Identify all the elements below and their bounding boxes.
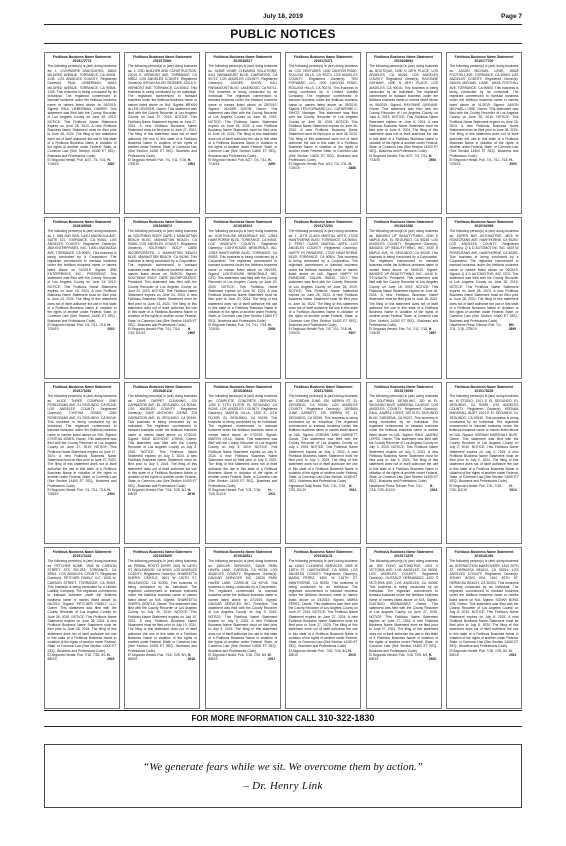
- publication-info: El Segundo Herald: Pub. 6/27, 7/4, 7/11, 7/18/19: [369, 153, 429, 162]
- notice-code: H-2913: [429, 483, 438, 492]
- issue-date: July 18, 2019: [262, 13, 304, 20]
- phone-number: 310-322-1830: [318, 713, 375, 723]
- publication-info: El Segundo Herald: Pub. 7/4, 7/11, 7/18, 7/25/19: [127, 157, 187, 167]
- legal-notice: [366, 217, 442, 379]
- notice-column: [446, 52, 522, 709]
- notice-heading: Fictitious Business Name Statement: [52, 55, 112, 59]
- notice-heading: Fictitious Business Name Statement: [293, 55, 353, 59]
- notice-footer: [128, 653, 197, 662]
- notice-number: 2019180118: [153, 389, 172, 394]
- notice-footer: [289, 327, 358, 336]
- notice-code: H-2916: [187, 487, 195, 497]
- notice-number: 2019177700: [474, 59, 494, 64]
- notice-code: H-2918: [187, 652, 195, 662]
- publication-info: El Segundo Herald: Pub. 7/18, 7/25, 8/1, 8/8/19: [288, 648, 348, 657]
- publication-info: El Segundo Herald: Pub. 7/4, 7/11, 7/18, 7/25/19: [47, 322, 107, 332]
- notice-number: 2019171878: [394, 554, 413, 559]
- notice-footer: [48, 653, 117, 662]
- legal-notice: [366, 382, 442, 544]
- notice-footer: [449, 158, 518, 167]
- section-title: PUBLIC NOTICES: [230, 27, 336, 41]
- quote-attribution: – Dr. Henry Link: [243, 780, 323, 792]
- publication-info: Hawthorne Press Tribune: Pub. 7/4, 7/11, 7/18, 7/25/19: [449, 322, 502, 332]
- publication-info: El Segundo Herald: Pub. 7/4, 7/11, 7/18, 7/25/19: [288, 327, 348, 336]
- notice-heading: Fictitious Business Name Statement: [133, 385, 192, 389]
- notice-code: H-2887: [107, 157, 115, 167]
- notice-code: H-2917: [267, 652, 276, 662]
- notice-column: [366, 52, 442, 709]
- notice-heading: Fictitious Business Name Statement: [293, 220, 353, 224]
- notice-number: 2019178245: [474, 389, 494, 394]
- notice-code: H-2911: [268, 487, 276, 497]
- publication-info: El Segundo Herald: Pub. 6/27, 7/4, 7/11, 7/18/19: [47, 157, 107, 167]
- publication-info: Inglewood Daily News: Pub. 7/11, 7/18, 7/25, 8/1/19: [288, 483, 346, 492]
- quote-box: [44, 744, 522, 808]
- legal-notice: [44, 217, 120, 379]
- notice-code: H-2909: [187, 327, 196, 336]
- publication-info: El Segundo Herald: Pub. 7/18, 7/25, 8/1, 8/8/19: [127, 652, 188, 662]
- legal-notice: [44, 382, 120, 544]
- notice-body: The following person(s) is (are) doing business as: JASON MICHAEL LOWE, 16628 FOOTHILL AVE, TORRANCE, CA 90504. LOS ANGELES COUNTY. Registered Owner(s): JASON MICHAEL LOWE, 16628 FOOTHILL AVE, TORRANCE, CA 90504. This business is being conducted by an Individual. The registrant commenced to transact business under the fictitious business name or names listed above on 01/2019. Signed: JASON MICHAEL LOWE, Owner. This statement was filed with the County Recorder of Los Angeles County on June 28, 2019. NOTICE: This Fictitious Name Statement expires on June 28, 2024. A new Fictitious Business Name Statement must be filed prior to June 28, 2024. The filing of this statement does not of itself authorize the use in this state of a Fictitious Business Name in violation of the rights of another under Federal, State, or Common Law (See Section 14400 ET SEQ., Business and Professions Code).: [449, 64, 519, 158]
- notice-footer: [48, 488, 117, 497]
- notice-footer: [208, 323, 277, 332]
- notice-number: 2019170961: [152, 59, 172, 64]
- notice-body: The following person(s) is (are) doing business as: DAVCAR SERVICES, 24026 PARK HAVEN LANE, CARSON, CA 90745. LOS ANGELES COUNTY. Registered Owner(s): DAVCAR SERVICES INC, 24026 PARK HAVEN LANE, CARSON, CA 90745. This business is being conducted by a Corporation. The registrant commenced to transact business under the fictitious business name or names listed above on 07/2019. Signed: DAVCAR SERVICES INC, President. This statement was filed with the County Recorder of Los Angeles County on July 9, 2019. NOTICE: This Fictitious Name Statement expires on July 9, 2024. A new Fictitious Business Name Statement must be filed prior to July 9, 2024. The filing of this statement does not of itself authorize the use in this state of a Fictitious Business Name in violation of the rights of another under Federal, State, or Common Law (See Section 14400 ET SEQ., Business and Professions Code).: [208, 559, 278, 653]
- notice-number: 2019162517: [233, 59, 253, 64]
- notice-number: 2019170281: [72, 389, 92, 394]
- notice-number: 2019182511: [233, 554, 253, 559]
- notice-body: The following person(s) is (are) doing business as: CCE VENTURES, 1000 CANYON ROAD, ROLLING HILLS, CA 90274. LOS ANGELES COUNTY. Registered Owner(s): TEN FORWARD LLC, 1000 CANYON ROAD, ROLLING HILLS, CA 90274. This business is being conducted by a Limited Liability Company. The registrant commenced to transact business under the fictitious business name or names listed above on 05/2019. Signed: TEN FORWARD LLC, CATHERINE C. SHATZ, Manager. This statement was filed with the County Recorder of Los Angeles County on June 26, 2019. NOTICE: This Fictitious Name Statement expires on June 26, 2024. A new Fictitious Business Name Statement must be filed prior to June 26, 2024. The filing of this statement does not of itself authorize the use in this state of a Fictitious Business Name in violation of the rights of another under Federal, State, or Common Law (See Section 14400 ET SEQ., Business and Professions Code).: [288, 64, 358, 162]
- publication-info: El Segundo Herald: Pub. 7/18, 7/25, 8/1, 8/8/19: [449, 648, 509, 657]
- notice-body: The following person(s) is (are) doing business as: DAVE CARPET CLEANING, 225 CARNATION AVE, EL SEGUNDO, CA 90245. LOS ANGELES COUNTY. Registered Owner(s): DAVE ANTHONY JOHNS, 225 CARNATION AVE, EL SEGUNDO, CA 90245. This business is being conducted by an Individual. The registrant commenced to transact business under the fictitious business name or names listed above on 07/2019. Signed: DAVE ANTHONY JOHNS, Owner. This statement was filed with the County Recorder of Los Angeles County on July 3, 2019. NOTICE: This Fictitious Name Statement expires on July 3, 2024. A new Fictitious Business Name Statement must be filed prior to July 3, 2024. The filing of this statement does not of itself authorize the use in this state of a Fictitious Business Name in violation of the rights of another under Federal, State, or Common Law (See Section 14400 ET SEQ., Business and Professions Code).: [127, 394, 197, 488]
- publication-info: El Segundo Herald: Pub. 7/4, 7/11, 7/18, 7/25/19: [208, 322, 268, 332]
- notice-number: 2019168094: [394, 59, 413, 64]
- notice-code: H-2912: [349, 483, 357, 492]
- notice-heading: Fictitious Business Name Statement: [133, 220, 192, 224]
- publication-info: El Segundo Herald: Pub. 7/18, 7/25, 8/1, 8/8/19: [369, 652, 429, 662]
- notice-body: The following person(s) is (are) doing business as: SUPER BAY AUTOMOTIVE, 4875 W ROSECRANS AVE, HAWTHORNE, CA 90250. LOS ANGELES COUNTY. Registered Owner(s): Q & D AUTOMOTIVE, INC, 4875 W ROSECRANS AVE, HAWTHORNE, CA 90250. This business is being conducted by a Corporation. The registrant commenced to transact business under the fictitious business name or names listed above on 06/2019. Signed: Q & D AUTOMOTIVE, INC, CEO. This statement was filed with the County Recorder of Los Angeles County on June 28, 2019. NOTICE: This Fictitious Name Statement expires on June 28, 2024. A new Fictitious Business Name Statement must be filed prior to June 28, 2024. The filing of this statement does not of itself authorize the use in this state of a Fictitious Business Name in violation of the rights of another under Federal, State, or Common Law (See Section 14400 ET SEQ., Business and Professions Code).: [449, 229, 519, 323]
- notice-heading: Fictitious Business Name Statement: [374, 550, 433, 554]
- notice-code: H-2914: [509, 483, 517, 492]
- notice-footer: [128, 488, 197, 497]
- notice-body: The following person(s) is (are) doing business as: ALICE THREE COMPANY, 2060 ROSECRANS AVE, EL SEGUNDO, CA 90245. LOS ANGELES COUNTY. Registered Owner(s): CYNTHIA JONES, 2060 ROSECRANS AVE, EL SEGUNDO, CA 90245. This business is being conducted by an Individual. The registrant commenced to transact business under the fictitious business name or names listed above on N/A. Signed: CYNTHIA JONES, Owner. This statement was filed with the County Recorder of Los Angeles County on June 27, 2019. NOTICE: This Fictitious Name Statement expires on June 27, 2024. A new Fictitious Business Name Statement must be filed prior to June 27, 2024. The filing of this statement does not of itself authorize the use in this state of a Fictitious Business Name in violation of the rights of another under Federal, State, or Common Law (See Section 14400 ET SEQ., Business and Professions Code).: [47, 394, 117, 488]
- legal-notice: [124, 382, 200, 544]
- notice-footer: [48, 323, 117, 332]
- notice-code: H-2902: [107, 322, 115, 332]
- legal-notice: [285, 52, 361, 214]
- notice-footer: [208, 488, 277, 497]
- legal-notice: [205, 52, 281, 214]
- more-info-label: FOR MORE INFORMATION CALL: [191, 714, 317, 723]
- legal-notice: [44, 547, 120, 709]
- notice-footer: [449, 649, 518, 658]
- notice-number: 2019162286: [394, 224, 413, 229]
- notice-heading: Fictitious Business Name Statement: [52, 220, 112, 224]
- legal-notice: [446, 382, 522, 544]
- notice-footer: [369, 327, 438, 336]
- title-rule: [44, 43, 522, 44]
- legal-notice: [205, 382, 281, 544]
- notice-heading: Fictitious Business Name Statement: [374, 385, 433, 389]
- notice-footer: [208, 653, 277, 662]
- notice-body: The following person(s) is (are) doing business as: INTERACTION MAKEOVERS, 1510 26TH ST, HERMOSA BEACH, CA 90254. LOS ANGELES COUNTY. Registered Owner(s): SONNY BONG KIM, 1510 26TH ST, HERMOSA BEACH, CA 90254. This business is being conducted by an Individual. The registrant commenced to transact business under the fictitious business name or names listed above on N/A. Signed: SONNY BONG KIM, Owner. This statement was filed with the County Recorder of Los Angeles County on July 8, 2019. NOTICE: This Fictitious Name Statement expires on July 8, 2024. A new Fictitious Business Name Statement must be filed prior to July 8, 2024. The filing of this statement does not of itself authorize the use in this state of a Fictitious Business Name in violation of the rights of another under Federal, State, or Common Law (See Section 14400 ET SEQ., Business and Professions Code).: [449, 559, 519, 649]
- footer-rule: [44, 710, 522, 711]
- notice-body: The following person(s) is (are) doing business as: COMPLETE CONCRETE SERVICES, 1250 E. 11TH FLOOR, EL SEGUNDO, CA 90245. LOS ANGELES COUNTY. Registered Owner(s): MARTIN VILLA, 1250 E. 11TH FLOOR, EL SEGUNDO, CA 90245. This business is being conducted by an Individual. The registrant commenced to transact business under the fictitious business name or names listed above on 07/2019. Signed: MARTIN VILLA, Owner. This statement was filed with the County Recorder of Los Angeles County on July 5, 2019. NOTICE: This Fictitious Name Statement expires on July 5, 2024. A new Fictitious Business Name Statement must be filed prior to July 5, 2024. The filing of this statement does not of itself authorize the use in this state of a Fictitious Business Name in violation of the rights of another under Federal, State, or Common Law (See Section 14400 ET SEQ., Business and Professions Code).: [208, 394, 278, 488]
- legal-notice: [285, 547, 361, 709]
- notice-body: The following person(s) is (are) doing business as: PETCHER HOME, 1505 W. CARSON STREET STE 252-253, TORRANCE, CA 90501. LOS ANGELES COUNTY. Registered Owner(s): PETCHER FAMILY LLC, 1505 W. CARSON STREET, TORRANCE, CA 90501. This business is being conducted by a Limited Liability Company. The registrant commenced to transact business under the fictitious business name or names listed above on 06/2019. Signed: PETCHER FAMILY LLC, Owner. This statement was filed with the County Recorder of Los Angeles County on June 28, 2019. NOTICE: This Fictitious Name Statement expires on June 28, 2024. A new Fictitious Business Name Statement must be filed prior to June 28, 2024. The filing of this statement does not of itself authorize the use in this state of a Fictitious Business Name in violation of the rights of another under Federal, State, or Common Law (See Section 14400 ET SEQ., Business and Professions Code).: [47, 559, 117, 653]
- notice-body: The following person(s) is (are) doing business as: BOUTIQUE, 1530 N 28TH PLACE, LOS ANGELES, CA 90016. LOS ANGELES COUNTY. Registered Owner(s): RAYONNE GAYNAIR, 1530 N 28TH PLACE, LOS ANGELES, CA 90016. This business is being conducted by an Individual. The registrant commenced to transact business under the fictitious business name or names listed above on 06/2019. Signed: RAYONNE GAYNAIR, Owner. This statement was filed with the County Recorder of Los Angeles County on June 6, 2019. NOTICE: This Fictitious Name Statement expires on June 6, 2024. A new Fictitious Business Name Statement must be filed prior to June 6, 2024. The filing of this statement does not of itself authorize the use in this state of a Fictitious Business Name in violation of the rights of another under Federal, State, or Common Law (See Section 14400 ET SEQ., Business and Professions Code).: [369, 64, 439, 154]
- notice-code: H-2906: [268, 322, 276, 332]
- publication-info: El Segundo Herald: Pub. 7/11, 7/18, 7/25, 8/1/19: [127, 327, 181, 336]
- notice-heading: Fictitious Business Name Statement: [454, 385, 514, 389]
- notice-footer: [48, 158, 117, 167]
- notice-heading: Fictitious Business Name Statement: [52, 550, 112, 554]
- publication-info: El Segundo Herald: Pub. 7/18, 7/25, 8/1, 8/8/19: [208, 652, 268, 662]
- notice-body: The following person(s) is (are) doing business as: 1. JBM 2ND GEN, 14001 MAGNOLIA AVE, SUITE 101, TORRANCE, CA 90501. LOS ANGELES COUNTY. Registered Owner(s): JBM ENTERPRISES, INC., 14001 MAGNOLIA AVE, TORRANCE, CA 90501. This business is being conducted by a Corporation. The registrant commenced to transact business under the fictitious business name or names listed above on 01/2019. Signed: JBM ENTERPRISES, INC., PRESIDENT. This statement was filed with the County Recorder of Los Angeles County on June 24, 2019. NOTICE: This Fictitious Name Statement expires on June 24, 2024. A new Fictitious Business Name Statement must be filed prior to June 24, 2024. The filing of this statement does not of itself authorize the use in this state of a Fictitious Business Name in violation of the rights of another under Federal, State, or Common Law (See Section 14400 ET SEQ., Business and Professions Code).: [47, 229, 117, 323]
- notice-code: H-2897: [428, 327, 437, 336]
- notice-number: 2019183609: [152, 554, 172, 559]
- notice-body: The following person(s) is (are) doing business as: 1. GSD BUILDER AND CONSTRUCTION, 22015 S. VERMONT AVE, TORRANCE, CA 90502. LOS ANGELES COUNTY. Registered Owner(s): BRYAN ALLEN GEISSER, 22015 S. VERMONT AVE, TORRANCE, CA 90502. This business is being conducted by an Individual. The registrant commenced to transact business under the fictitious business name or names listed above on N/A. Signed: BRYAN ALLEN GEISSER, Owner. This statement was filed with the County Recorder of Los Angeles County on June 27, 2019. NOTICE: This Fictitious Name Statement expires on June 27, 2024. A new Fictitious Business Name Statement must be filed prior to June 27, 2024. The filing of this statement does not of itself authorize the use in this state of a Fictitious Business Name in violation of the rights of another under Federal, State, or Common Law (See Section 14400 ET SEQ., Business and Professions Code).: [127, 64, 197, 158]
- notice-code: HH-2899: [508, 322, 517, 332]
- notice-number: 2019176095: [394, 389, 413, 394]
- notice-body: The following person(s) is (are) doing business as: SOUTHBAY BODY CARE, 1 MANHATTAN BEACH BLVD, MANHATTAN BEACH, CA 90266. LOS ANGELES COUNTY. Registered Owner(s): SOUTHBAY BODY CARE INCORPORATED, 1 MANHATTAN BEACH BLVD, MANHATTAN BEACH, CA 90266. This business is being conducted by a Corporation. The registrant commenced to transact business under the fictitious business name or names listed above on 06/2019. Signed: SOUTHBAY BODY CARE INCORPORATED, President. This statement was filed with the County Recorder of Los Angeles County on June 24, 2019. NOTICE: This Fictitious Name Statement expires on June 24, 2024. A new Fictitious Business Name Statement must be filed prior to June 24, 2024. The filing of this statement does not of itself authorize the use in this state of a Fictitious Business Name in violation of the rights of another under Federal, State, or Common Law (See Section 14400 ET SEQ., Business and Professions Code).: [127, 229, 197, 327]
- legal-notice: [446, 547, 522, 709]
- legal-notice: [205, 547, 281, 709]
- publication-info: El Segundo Herald: Pub. 6/27, 7/4, 7/11, 7/18/19: [288, 162, 348, 171]
- notice-column: [285, 52, 361, 709]
- notice-heading: Fictitious Business Name Statement: [213, 55, 273, 59]
- notice-column: [124, 52, 200, 709]
- legal-notice: [446, 52, 522, 214]
- notice-heading: Fictitious Business Name Statement: [454, 220, 514, 224]
- legal-notice: [124, 217, 200, 379]
- notice-code: H-2920: [428, 652, 437, 662]
- notice-heading: Fictitious Business Name Statement: [293, 550, 353, 554]
- legal-notice: [124, 547, 200, 709]
- notice-footer: [289, 162, 358, 171]
- publication-info: El Segundo Herald: Pub. 7/11, 7/18, 7/25, 8/1/19: [208, 487, 261, 497]
- header-rule: [44, 24, 522, 25]
- notice-code: H-2903: [107, 487, 115, 497]
- notice-number: 2019166549: [72, 224, 92, 229]
- notice-heading: Fictitious Business Name Statement: [293, 385, 353, 389]
- notice-heading: Fictitious Business Name Statement: [213, 220, 273, 224]
- notice-heading: Fictitious Business Name Statement: [454, 550, 514, 554]
- more-info-line: [44, 713, 522, 723]
- publication-info: El Segundo Herald: Pub. 7/4, 7/11, 7/18, 7/25/19: [47, 487, 107, 497]
- notice-code: H-2903: [509, 157, 517, 167]
- notice-body: The following person(s) is (are) doing business as: JORDAN JUNE, 150 SIERRA ST, EL SEGUNDO, CA 90245. LOS ANGELES COUNTY. Registered Owner(s): JORDAN JUNE GARNETT, 150 SIERRA ST, EL SEGUNDO, CA 90245. This business is being conducted by an Individual. The registrant commenced to transact business under the fictitious business name or names listed above on N/A. Signed: JORDAN JUNE GARNETT, Owner. This statement was filed with the County Recorder of Los Angeles County on July 1, 2019. NOTICE: This Fictitious Name Statement expires on July 1, 2024. A new Fictitious Business Name Statement must be filed prior to July 1, 2024. The filing of this statement does not of itself authorize the use in this state of a Fictitious Business Name in violation of the rights of another under Federal, State, or Common Law (See Section 14400 ET SEQ., Business and Professions Code).: [288, 394, 358, 484]
- notice-code: H-2904: [187, 157, 196, 167]
- quote-text: “We generate fears while we sit. We overcome them by action.”: [143, 761, 423, 773]
- notice-heading: Fictitious Business Name Statement: [213, 385, 273, 389]
- publication-info: El Segundo Herald: Pub. 7/11, 7/18, 7/25, 8/1/19: [449, 483, 502, 492]
- notice-body: The following person(s) is (are) doing business as: LIGHTHOUSE MEMORIALS INC, 12815 HAWTHORNE BLVD, TORRANCE, CA 90503. LOS ANGELES COUNTY. Registered Owner(s): LIGHTHOUSE MEMORIALS INC, 12815 HAWTHORNE BLVD, TORRANCE, CA 90503. This business is being conducted by a Corporation. The registrant commenced to transact business under the fictitious business name or names listed above on 06/2019. Signed: LIGHTHOUSE MEMORIALS INC, CEO. This statement was filed with the County Recorder of Los Angeles County on June 20, 2019. NOTICE: This Fictitious Name Statement expires on June 20, 2024. A new Fictitious Business Name Statement must be filed prior to June 20, 2024. The filing of this statement does not of itself authorize the use in this state of a Fictitious Business Name in violation of the rights of another under Federal, State, or Common Law (See Section 14400 ET SEQ., Business and Professions Code).: [208, 229, 278, 323]
- notice-footer: [289, 484, 358, 493]
- notice-number: 2019172294: [313, 224, 333, 229]
- notice-body: The following person(s) is (are) doing business as: SOUTHBAY DETAILING, 320 W EL SEGUNDO BLVD, GARDENA, CA 90247. LOS ANGELES COUNTY. Registered Owner(s): RAUL JUAREZ LOPEZ, 320 W EL SEGUNDO BLVD, GARDENA, CA 90247. This business is being conducted by an Individual. The registrant commenced to transact business under the fictitious business name or names listed above on N/A. Signed: RAUL JUAREZ LOPEZ, Owner. This statement was filed with the County Recorder of Los Angeles County on July 3, 2019. NOTICE: This Fictitious Name Statement expires on July 3, 2024. A new Fictitious Business Name Statement must be filed prior to July 3, 2024. The filing of this statement does not of itself authorize the use in this state of a Fictitious Business Name in violation of the rights of another under Federal, State, or Common Law (See Section 14400 ET SEQ., Business and Professions Code).: [369, 394, 439, 484]
- notice-heading: Fictitious Business Name Statement: [52, 385, 112, 389]
- legal-notice: [285, 382, 361, 544]
- publication-info: El Segundo Herald: Pub. 7/4, 7/11, 7/18, 7/25/19: [369, 327, 429, 336]
- notice-column: [44, 52, 120, 709]
- notice-code: H-2888: [348, 162, 356, 171]
- legal-notice: [44, 52, 120, 214]
- notice-number: 2019182905: [474, 224, 494, 229]
- notice-footer: [208, 158, 277, 167]
- notice-footer: [449, 323, 518, 332]
- notice-heading: Fictitious Business Name Statement: [133, 550, 192, 554]
- notice-body: The following person(s) is (are) doing business as: PRIMAL ROOTZ DIRRY, 2601 W 140TH ST, INGLEWOOD, CA 90303. LOS ANGELES COUNTY. Registered Owner(s): SHAREETTA SHERYL GENTLE, 2601 W 140TH ST, INGLEWOOD, CA 90303. This business is being conducted by an Individual. The registrant commenced to transact business under the fictitious business name or names listed above on N/A. Signed: SHAREETTA SHERYL GENTLE, Owner. This statement was filed with the County Recorder of Los Angeles County on July 10, 2019. NOTICE: This Fictitious Name Statement expires on July 10, 2024. A new Fictitious Business Name Statement must be filed prior to July 10, 2024. The filing of this statement does not of itself authorize the use in this state of a Fictitious Business Name in violation of the rights of another under Federal, State, or Common Law (See Section 14400 ET SEQ., Business and Professions Code).: [127, 559, 197, 653]
- publication-info: El Segundo Herald: Pub. 7/4, 7/11, 7/18, 7/25/19: [449, 157, 509, 167]
- legal-notice: [366, 52, 442, 214]
- notice-footer: [449, 484, 518, 493]
- notice-footer: [369, 484, 438, 493]
- publication-info: El Segundo Herald: Pub. 7/18, 7/25, 8/1, 8/8/19: [47, 652, 107, 662]
- notice-code: H-2907: [348, 327, 356, 336]
- page-header: [44, 13, 522, 23]
- notice-number: 2019171442: [72, 554, 92, 559]
- notice-body: The following person(s) is (are) doing business as: DUBIE HOME CLEANING SOLUTIONS, 6411 PARAMOUNT BLVD, LAKEWOOD, CA 90712. LOS ANGELES COUNTY. Registered Owner(s): JAYDEE DIXON, 6411 PARAMOUNT BLVD, LAKEWOOD, CA 90712. This business is being conducted by an Individual. The registrant commenced to transact business under the fictitious business name or names listed above on 05/2019. Signed: JAYDEE DIXON, Owner. This statement was filed with the County Recorder of Los Angeles County on June 18, 2019. NOTICE: This Fictitious Name Statement expires on June 18, 2024. A new Fictitious Business Name Statement must be filed prior to June 18, 2024. The filing of this statement does not of itself authorize the use in this state of a Fictitious Business Name in violation of the rights of another under Federal, State, or Common Law (See Section 14400 ET SEQ., Business and Professions Code).: [208, 64, 278, 158]
- legal-notice: [446, 217, 522, 379]
- notice-code: H-2891: [428, 153, 437, 162]
- notice-number: 2019170471: [313, 59, 333, 64]
- notice-body: The following person(s) is (are) doing business as: 1. 11TH CLASS MARTIAL ARTS, 17240 HAWTHORNE BLVD, TORRANCE, CA 90504. 2. FIRST CLASS MARTIAL ARTS. LOS ANGELES COUNTY. Registered Owner(s): HAPPY IN PARADISE, 17240 HAWTHORNE BLVD, TORRANCE, CA 90504. This business is being conducted by a Corporation. The registrant commenced to transact business under the fictitious business name or names listed above on N/A. Signed: HAPPY IN PARADISE, CALVIN WANG, CEO. This statement was filed with the County Recorder of Los Angeles County on June 26, 2019. NOTICE: This Fictitious Name Statement expires on June 26, 2024. A new Fictitious Business Name Statement must be filed prior to June 26, 2024. The filing of this statement does not of itself authorize the use in this state of a Fictitious Business Name in violation of the rights of another under Federal, State, or Common Law (See Section 14400 ET SEQ., Business and Professions Code).: [288, 229, 358, 327]
- notice-heading: Fictitious Business Name Statement: [213, 550, 273, 554]
- notice-number: 2019181454: [474, 554, 494, 559]
- notice-footer: [128, 158, 197, 167]
- notice-footer: [128, 327, 197, 336]
- notice-footer: [369, 653, 438, 662]
- notice-code: H-2921: [509, 648, 517, 657]
- notice-number: 2019180443: [233, 389, 253, 394]
- publication-info: El Segundo Herald: Pub. 7/18, 7/25, 8/1, 8/8/19: [127, 487, 188, 497]
- legal-notice: [124, 52, 200, 214]
- notice-body: The following person(s) is (are) doing business as: SIR FOOD AUTOMOTIVE, 4202 S VICTORIA AVE, LOS ANGELES, CA 90008. LOS ANGELES COUNTY. Registered Owner(s): GUSTAVO HERNANDEZ, 4202 S VICTORIA AVE, LOS ANGELES, CA 90008. This business is being conducted by an Individual. The registrant commenced to transact business under the fictitious business name or names listed above on N/A. Signed: GUSTAVO HERNANDEZ, Owner. This statement was filed with the County Recorder of Los Angeles County on June 27, 2019. NOTICE: This Fictitious Name Statement expires on June 27, 2024. A new Fictitious Business Name Statement must be filed prior to June 27, 2024. The filing of this statement does not of itself authorize the use in this state of a Fictitious Business Name in violation of the rights of another under Federal, State, or Common Law (See Section 14400 ET SEQ., Business and Professions Code).: [369, 559, 439, 653]
- footer-rule-bottom: [44, 726, 522, 727]
- notice-body: The following person(s) is (are) doing business as: 1. LIVERMORE ASSOCIATES, 18615 MILDRED AVENUE, TORRANCE, CA 90504-1135. LOS ANGELES COUNTY. Registered Owner(s): PAUL LIEBERMAN, 18615 MILDRED AVENUE, TORRANCE, CA 90504-1135. This business is being conducted by an Individual. The registrant commenced to transact business under the fictitious business name or names listed above on 06/2018. Signed: PAUL LIEBERMAN, OWNER. This statement was filed with the County Recorder of Los Angeles County on June 28, 2019. NOTICE: This Fictitious Name Statement expires on June 28, 2024. A new Fictitious Business Name Statement must be filed prior to June 28, 2024. The filing of this statement does not of itself authorize the use in this state of a Fictitious Business Name in violation of the rights of another under Federal, State, or Common Law (See Section 14400 ET SEQ., Business and Professions Code).: [47, 64, 117, 158]
- notice-number: 2019166874: [152, 224, 172, 229]
- notice-code: H-2919: [348, 648, 356, 657]
- notice-body: The following person(s) is (are) doing business as: DAILY CLEANING SERVICES, 4909 W 118TH ST, HAWTHORNE, CA 90250. LOS ANGELES COUNTY. Registered Owner(s): MARIA PEREZ, 4909 W 118TH ST, HAWTHORNE, CA 90250. This business is being conducted by an Individual. The registrant commenced to transact business under the fictitious business name or names listed above on 03/2019. Signed: MARIA PEREZ, Owner. This statement was filed with the County Recorder of Los Angeles County on June 27, 2019. NOTICE: This Fictitious Name Statement expires on June 27, 2024. A new Fictitious Business Name Statement must be filed prior to June 27, 2024. The filing of this statement does not of itself authorize the use in this state of a Fictitious Business Name in violation of the rights of another under Federal, State, or Common Law (See Section 14400 ET SEQ., Business and Professions Code).: [288, 559, 358, 649]
- publication-info: El Segundo Herald: Pub. 6/27, 7/4, 7/11, 7/18/19: [208, 157, 268, 167]
- publication-info: Hawthorne Press Tribune: Pub. 7/11, 7/18, 7/25, 8/1/19: [369, 483, 423, 492]
- legal-notice: [205, 217, 281, 379]
- page-number: Page 7: [501, 13, 522, 20]
- notice-column: [205, 52, 281, 709]
- legal-notice: [366, 547, 442, 709]
- notice-heading: Fictitious Business Name Statement: [374, 55, 433, 59]
- notice-footer: [369, 154, 438, 163]
- legal-notice: [285, 217, 361, 379]
- notice-code: H-2915: [107, 652, 115, 662]
- notice-number: 2019170853: [313, 389, 333, 394]
- notice-code: H-2890: [268, 157, 276, 167]
- notice-heading: Fictitious Business Name Statement: [454, 55, 514, 59]
- notice-number: 2019172778: [72, 59, 92, 64]
- notice-heading: Fictitious Business Name Statement: [133, 55, 192, 59]
- notice-heading: Fictitious Business Name Statement: [374, 220, 433, 224]
- notices-grid: [44, 52, 522, 709]
- notice-body: The following person(s) is (are) doing business as: BANGED UP BEAUTYTHING, 2030 E MAPLE AVE, EL SEGUNDO, CA 90245. LOS ANGELES COUNTY. Registered Owner(s): BANGED UP BEAUTYTHING, INC, 2030 E MAPLE AVE, EL SEGUNDO, CA 90245. This business is being conducted by a Corporation. The registrant commenced to transact business under the fictitious business name or names listed above on 06/2019. Signed: BANGED UP BEAUTYTHING, INC, JULIE D. STOLNACK, President. This statement was filed with the County Recorder of Los Angeles County on June 18, 2019. NOTICE: This Fictitious Name Statement expires on June 18, 2024. A new Fictitious Business Name Statement must be filed prior to June 18, 2024. The filing of this statement does not of itself authorize the use in this state of a Fictitious Business Name in violation of the rights of another under Federal, State, or Common Law (See Section 14400 ET SEQ., Business and Professions Code).: [369, 229, 439, 327]
- notice-number: 2019165103: [233, 224, 253, 229]
- notice-number: 2019183131: [313, 554, 333, 559]
- notice-footer: [289, 649, 358, 658]
- notice-body: The following person(s) is (are) doing business as: M STUDIO, 2101 E EL SEGUNDO, EL SEGUNDO, CA 90245. LOS ANGELES COUNTY. Registered Owner(s): KEENAN MARSHALL BURT, 2101 E EL SEGUNDO, EL SEGUNDO, CA 90245. This business is being conducted by an Individual. The registrant commenced to transact business under the fictitious business name or names listed above on N/A. Signed: KEENAN MARSHALL BURT, Owner. This statement was filed with the County Recorder of Los Angeles County on July 2, 2019. NOTICE: This Fictitious Name Statement expires on July 2, 2024. A new Fictitious Business Name Statement must be filed prior to July 2, 2024. The filing of this statement does not of itself authorize the use in this state of a Fictitious Business Name in violation of the rights of another under Federal, State, or Common Law (See Section 14400 ET SEQ., Business and Professions Code).: [449, 394, 519, 484]
